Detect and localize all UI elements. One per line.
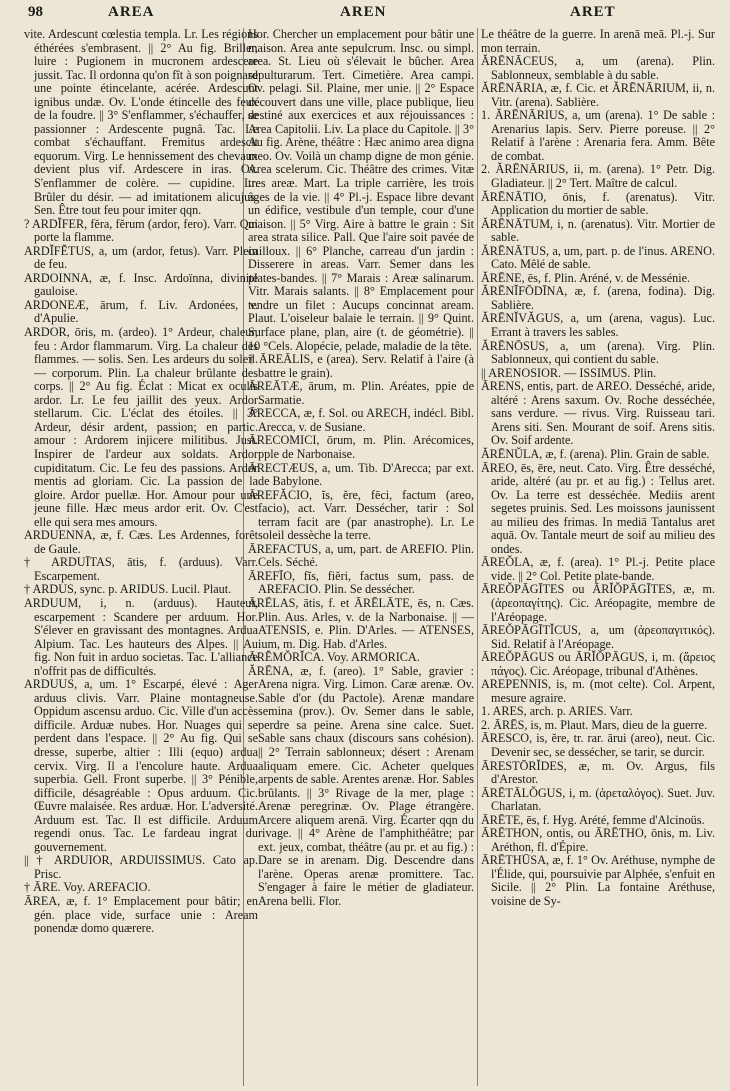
dictionary-entry: ARDĬFĔTUS, a, um (ardor, fetus). Varr. Plein de feu. <box>24 243 258 272</box>
dictionary-entry: ĀRECTÆUS, a, um. Tib. D'Arecca; par ext. de Babylone. <box>248 460 474 489</box>
dictionary-entry: ĀREŎPĀGĪTĬCUS, a, um (ἀρεοπαγιτικός). Sid. Relatif à l'Aréopage. <box>481 623 715 651</box>
dictionary-entry: ĂRĒNĀTIO, ōnis, f. (arenatus). Vitr. Application du mortier de sable. <box>481 189 715 218</box>
column-right <box>481 28 715 1088</box>
dictionary-entry: ĀREA, æ, f. 1° Emplacement pour bâtir; en gén. place vide, surface unie : Aream ponendæ domo quærere. <box>24 894 258 936</box>
dictionary-entry: ĀRESCO, is, ĕre, tr. rar. ārui (areo), neut. Cic. Devenir sec, se dessécher, se tarir, se durcir. <box>481 731 715 759</box>
dictionary-entry: vite. Ardescunt cœlestia templa. Lr. Les régions éthérées s'embrasent. || 2° Au fig. Briller, luire : Pugionem in mucronem ardescere jussit. Tac. Il ordonna qu'on fît à son poignard une pointe étincelante, acérée. Ardescunt ignibus undæ. Ov. L'onde étincelle des feux de la foudre. || 3° S'enflammer, s'échauffer, se passionner : Ardescente pugnâ. Tac. Le combat s'échauffant. Fremitus ardescit equorum. Virg. Le hennissement des chevaux devient plus vif. Ardescere in iras. Ov. S'enflammer de colère. — cupidine. Lr. Brûler du désir. — ad imitationem alicujus. Sen. Être tout feu pour imiter qqn. <box>24 28 258 218</box>
dictionary-entry: ĀREFĂCIO, ĭs, ĕre, fēci, factum (areo, facio), act. Varr. Dessécher, tarir : Sol terram facit are (par anastrophe). Lr. Le soleil dessèche la terre. <box>248 487 474 543</box>
dictionary-entry: ARDOR, ōris, m. (ardeo). 1° Ardeur, chaleur, feu : Ardor flammarum. Virg. La chaleur des flammes. — solis. Sen. Les ardeurs du soleil. — corporum. Plin. La chaleur brûlante des corps. || 2° Au fig. Éclat : Micat ex oculis ardor. Lr. Le feu jaillit des yeux. Ardor stellarum. Cic. L'éclat des étoiles. || 3° Ardeur, désir ardent, passion; en partic. amour : Ardorem injicere militibus. Just. Inspirer de l'ardeur aux soldats. Ardor cupiditatum. Cic. Le feu des passions. Ardor mentis ad gloriam. Cic. La passion de la gloire. Ardor puellæ. Hor. Amour pour une jeune fille. Hæc meus ardor erit. Ov. C'est elle qui sera mes amours. <box>24 325 258 529</box>
dictionary-entry: ĀREO, ēs, ēre, neut. Cato. Virg. Être desséché, aride, altéré (au pr. et au fig.) : Tellus aret. Ov. La terre est desséchée. Mediis arent segetes pruinis. Sed. Les moissons jaunissent au milieu des frimas. In mediā Tantalus aret aquā. Ov. Tantale meurt de soif au milieu des ondes. <box>481 460 715 556</box>
dictionary-entry: ĀRĒTE, ēs, f. Hyg. Arété, femme d'Alcinoüs. <box>481 812 705 827</box>
dictionary-entry: ĀRENS, entis, part. de AREO. Desséché, aride, altéré : Arens saxum. Ov. Roche desséchée, sans verdure. — rivus. Virg. Ruisseau tari. Arens siti. Sen. Mourant de soif. Arens sitis. Ov. Soif ardente. <box>481 379 715 448</box>
dictionary-entry: ĂRĒNA, æ, f. (areo). 1° Sable, gravier : Arena nigra. Virg. Limon. Caræ arenæ. Ov. Sable d'or (du Pactole). Arenæ mandare semina (prov.). Ov. Semer dans le sable, perdre sa peine. Arena sine calce. Suet. Sable sans chaux (discours sans cohésion). || 2° Terrain sablonneux; désert : Arenam aliquam emere. Cic. Acheter quelques arpents de sable. Arentes arenæ. Hor. Sables brûlants. || 3° Rivage de la mer, plage : Arenæ peregrinæ. Ov. Plage étrangère. Arcere aliquem arenā. Virg. Écarter qqn du rivage. || 4° Arène de l'amphithéâtre; par ext. jeux, combat, théâtre (au pr. et au fig.) : Dare se in arenam. Dig. Descendre dans l'arène. Operas arenæ promittere. Tac. S'engager à faire le métier de gladiateur. Arena belli. Flor. <box>248 663 474 908</box>
dictionary-entry: || ARENOSIOR. — ISSIMUS. Plin. <box>481 365 657 380</box>
dictionary-entry: ĂRĒNE, ēs, f. Plin. Aréné, v. de Messénie. <box>481 270 691 285</box>
dictionary-entry: ĀREĀTÆ, ārum, m. Plin. Aréates, ppie de Sarmatie. <box>248 379 474 407</box>
dictionary-entry: ĂRĒNŌSUS, a, um (arena). Virg. Plin. Sablonneux, qui contient du sable. <box>481 338 715 367</box>
dictionary-entry: † ĀRE. Voy. AREFACIO. <box>24 880 151 895</box>
dictionary-entry: ĂRĒNŬLA, æ, f. (arena). Plin. Grain de sable. <box>481 446 710 461</box>
dictionary-entry: ĀREFĪO, fĭs, fiĕri, factus sum, pass. de AREFACIO. Plin. Se dessécher. <box>248 568 474 597</box>
dictionary-entry: ĂRĒNĀTUS, a, um, part. p. de l'inus. ARENO. Cato. Mêlé de sable. <box>481 243 715 272</box>
dictionary-entry: ARDUUS, a, um. 1° Escarpé, élevé : Ager arduus clivis. Varr. Plaine montagneuse. Oppidum ascensu arduo. Cic. Ville d'un accès difficile. Arduæ nubes. Hor. Nuages qui se perdent dans l'espace. || 2° Au fig. Qui se dresse, superbe, altier : Illi (equo) ardua cervix. Virg. Il a l'encolure haute. Ardua superbia. Gell. Front superbe. || 3° Pénible, difficile, désagréable : Opus arduum. Cic. Œuvre malaisée. Res arduæ. Hor. L'adversité. Arduum est. Tac. Il est difficile. Arduum regendi onus. Tac. Le fardeau ingrat du gouvernement. <box>24 677 258 854</box>
dictionary-entry: Hor. Chercher un emplacement pour bâtir une maison. Area ante sepulcrum. Insc. ou simpl. area. St. Lieu où s'élevait le bûcher. Area sepulturarum. Tert. Cimetière. Area campi. Ov. pelagi. Sil. Plaine, mer unie. || 2° Espace découvert dans une ville, place publique, lieu destiné aux exercices et aux réjouissances : Area Capitolii. Liv. La place du Capitole. || 3° Au fig. Arène, théâtre : Hæc animo area digna meo. Ov. Voilà un champ digne de mon génie. Area scelerum. Cic. Théâtre des crimes. Vitæ tres areæ. Mart. La triple carrière, les trois âges de la vie. || 4° Pl.-j. Espace libre devant un édifice, vestibule d'un temple, cour d'une maison. || 5° Virg. Aire à battre le grain : Sit area strata silice. Pall. Que l'aire soit pavée de cailloux. || 6° Planche, carreau d'un jardin : Disserere in areas. Varr. Semer dans les plates-bandes. || 7° Marais : Areæ salinarum. Vitr. Marais salants. || 8° Emplacement pour tendre un filet : Aucups concinnat aream. Plaut. L'oiseleur balaie le terrain. || 9° Quint. Surface plane, plan, aire (t. de géométrie). || 10 °Cels. Alopécie, pelade, maladie de la tête. <box>248 28 474 353</box>
column-divider <box>477 28 478 1086</box>
dictionary-entry: † ARDUĪTAS, ātis, f. (arduus). Varr. Escarpement. <box>24 555 258 583</box>
dictionary-entry: ARDUUM, i, n. (arduus). Hauteur, escarpement : Scandere per arduum. Hor. S'élever en gravissant des montagnes. Ardua Alpium. Tac. Les hauteurs des Alpes. || Au fig. Non fuit in arduo societas. Tac. L'alliance n'offrit pas de difficultés. <box>24 595 258 678</box>
dictionary-entry: || † ARDUIOR, ARDUISSIMUS. Cato ap. Prisc. <box>24 853 258 881</box>
dictionary-entry: ĀREFACTUS, a, um, part. de AREFIO. Plin. Cels. Séché. <box>248 541 474 570</box>
dictionary-entry: 1. ĂRĒNĀRIUS, a, um (arena). 1° De sable : Arenarius lapis. Serv. Pierre poreuse. || 2° Relatif à l'arène : Arenaria fera. Amm. Bête de combat. <box>481 108 715 163</box>
guide-word-center: AREN <box>340 4 387 20</box>
dictionary-entry: ĂRĒNĀRIA, æ, f. Cic. et ĂRĒNĀRIUM, ii, n. Vitr. (arena). Sablière. <box>481 81 715 109</box>
dictionary-entry: ĂRĒNĬFŌDĪNA, æ, f. (arena, fodina). Dig. Sablière. <box>481 284 715 312</box>
dictionary-entry: ĀREŎPĀGĪTES ou ĀRĬŎPĀGĪTES, æ, m. (ἀρεοπαγίτης). Cic. Aréopagite, membre de l'Aréopage. <box>481 582 715 624</box>
dictionary-entry: ARDOINNA, æ, f. Insc. Ardoïnna, divinité gauloise. <box>24 270 258 299</box>
page-number: 98 <box>28 4 43 20</box>
dictionary-entry: ĀRĒTHŪSA, æ, f. 1° Ov. Aréthuse, nymphe de l'Élide, qui, poursuivie par Alphée, s'enfuit en Sicile. || 2° Plin. La fontaine Aréthuse, voisine de Sy- <box>481 853 715 908</box>
dictionary-entry: † ĀREĀLIS, e (area). Serv. Relatif à l'aire (à battre le grain). <box>248 352 474 380</box>
column-left <box>24 28 258 1088</box>
dictionary-entry: ĀRĒTĀLŎGUS, i, m. (ἀρεταλόγος). Suet. Juv. Charlatan. <box>481 785 715 814</box>
dictionary-entry: 2. ĂRĒNĀRIUS, ii, m. (arena). 1° Petr. Dig. Gladiateur. || 2° Tert. Maître de calcul. <box>481 162 715 191</box>
dictionary-entry: 2. ĀRĒS, is, m. Plaut. Mars, dieu de la guerre. <box>481 717 708 732</box>
dictionary-entry: ARDUENNA, æ, f. Cæs. Les Ardennes, forêt de Gaule. <box>24 528 258 556</box>
dictionary-entry: ĀRĒTHON, ontis, ou ĀRĒTHO, ōnis, m. Liv. Aréthon, fl. d'Épire. <box>481 826 715 854</box>
dictionary-entry: ARDONEÆ, ārum, f. Liv. Ardonées, v. d'Apulie. <box>24 297 258 326</box>
guide-word-left: AREA <box>108 4 155 20</box>
dictionary-entry: ĀRĒLAS, ātis, f. et ĀRĒLĀTE, ēs, n. Cæs. Plin. Aus. Arles, v. de la Narbonaise. || — ATENSIS, e. Plin. D'Arles. — ATENSES, ium, m. Dig. Hab. d'Arles. <box>248 595 474 651</box>
dictionary-entry: ĂRĒNĬVĂGUS, a, um (arena, vagus). Luc. Errant à travers les sables. <box>481 311 715 340</box>
dictionary-entry: ĀREŎPĀGUS ou ĀRĬŎPĀGUS, i, m. (ἄρειος πάγος). Cic. Aréopage, tribunal d'Athènes. <box>481 650 715 678</box>
dictionary-entry: ĂRĒNĀCEUS, a, um (arena). Plin. Sablonneux, semblable à du sable. <box>481 54 715 82</box>
dictionary-entry: AREPENNIS, is, m. (mot celte). Col. Arpent, mesure agraire. <box>481 677 715 705</box>
guide-word-right: ARET <box>570 4 616 20</box>
dictionary-entry: ? ARDĬFER, fĕra, fĕrum (ardor, fero). Varr. Qui porte la flamme. <box>24 216 258 245</box>
dictionary-entry: ĀRECCA, æ, f. Sol. ou ARECH, indécl. Bibl. Arecca, v. de Susiane. <box>248 406 474 434</box>
dictionary-entry: † ARDUS, sync. p. ARIDUS. Lucil. Plaut. <box>24 582 232 597</box>
dictionary-entry: Le théâtre de la guerre. In arenā meā. Pl.-j. Sur mon terrain. <box>481 28 715 55</box>
dictionary-entry: 1. ARES, arch. p. ARIES. Varr. <box>481 704 633 719</box>
dictionary-entry: ĀRECOMICI, ōrum, m. Plin. Arécomices, pple de Narbonaise. <box>248 433 474 461</box>
page-header <box>0 0 730 28</box>
dictionary-entry: ĀRĔMŎRĬCA. Voy. ARMORICA. <box>248 650 420 665</box>
dictionary-entry: ĀRESTŌRĬDES, æ, m. Ov. Argus, fils d'Arestor. <box>481 758 715 787</box>
dictionary-entry: ĀREŎLA, æ, f. (area). 1° Pl.-j. Petite place vide. || 2° Col. Petite plate-bande. <box>481 555 715 583</box>
dictionary-entry: ĂRĒNĀTUM, i, n. (arenatus). Vitr. Mortier de sable. <box>481 216 715 245</box>
column-middle <box>248 28 474 1088</box>
